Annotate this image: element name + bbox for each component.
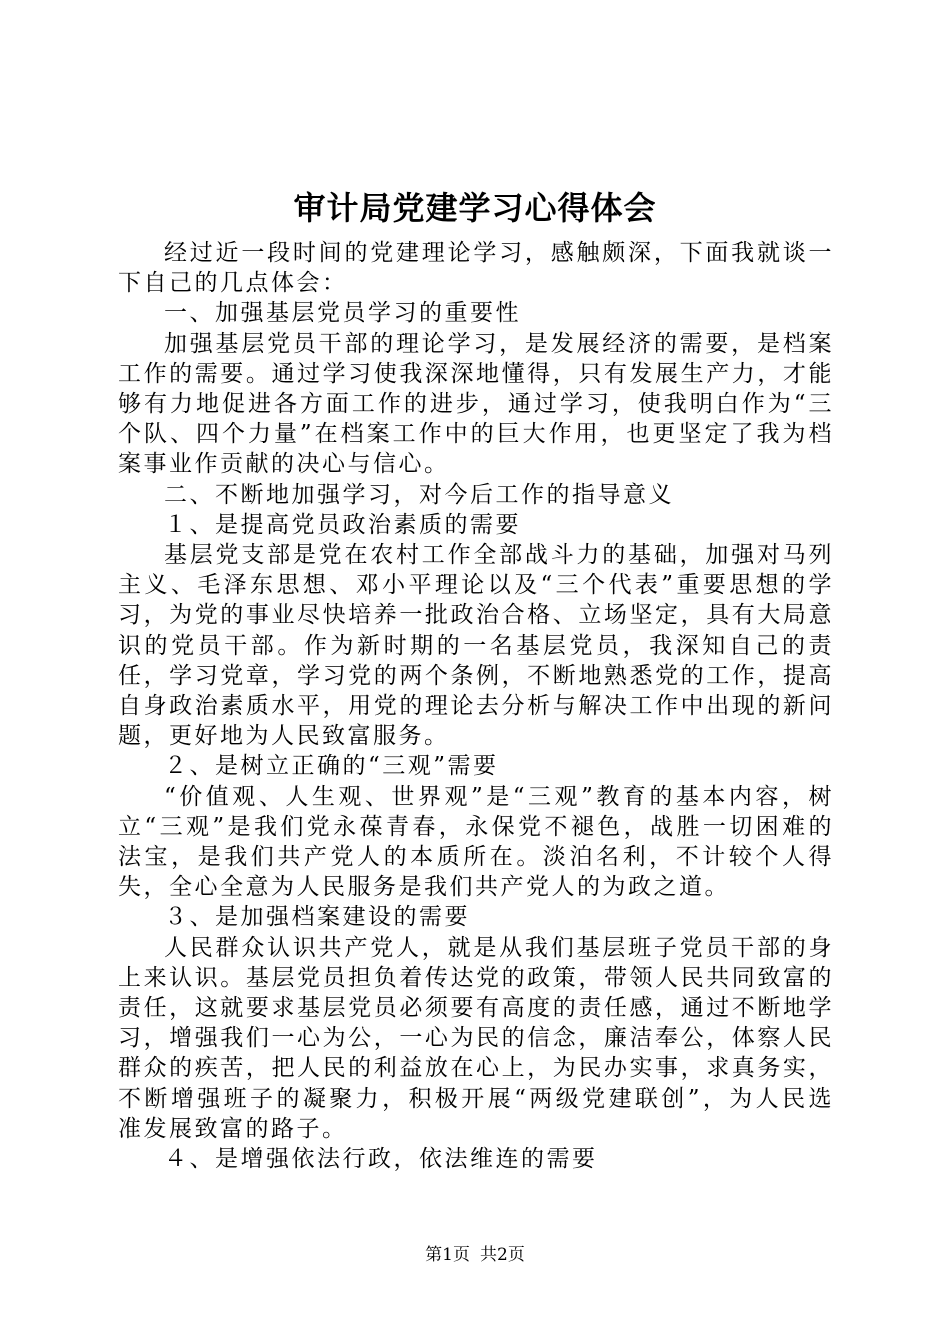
subheading-3: ３、是加强档案建设的需要 xyxy=(164,904,470,931)
paragraph-sub-3: 人民群众认识共产党人，就是从我们基层班子党员干部的身上来认识。基层党员担负着传达党的政策，带领人民共同致富的责任，这就要求基层党员必须要有高度的责任感，通过不断地学习，增强我们一心为公，一心为民的信念，廉洁奉公，体察人民群众的疾苦，把人民的利益放在心上，为民办实事，求真务实，不断增强班子的凝聚力，积极开展“两级党建联创”，为人民选准发展致富的路子。 xyxy=(118,934,834,1142)
document-title: 审计局党建学习心得体会 xyxy=(293,189,657,227)
heading-section-2: 二、不断地加强学习，对今后工作的指导意义 xyxy=(164,481,674,508)
page-number: 第1页 xyxy=(425,1245,470,1265)
paragraph-sub-2: “价值观、人生观、世界观”是“三观”教育的基本内容，树立“三观”是我们党永葆青春，永保党不褪色，战胜一切困难的法宝，是我们共产党人的本质所在。淡泊名利，不计较个人得失，全心全意为人民服务是我们共产党人的为政之道。 xyxy=(118,783,834,901)
paragraph-section-1: 加强基层党员干部的理论学习，是发展经济的需要，是档案工作的需要。通过学习使我深深地懂得，只有发展生产力，才能够有力地促进各方面工作的进步，通过学习，使我明白作为“三个队、四个力量”在档案工作中的巨大作用，也更坚定了我为档案事业作贡献的决心与信心。 xyxy=(118,330,834,478)
heading-section-1: 一、加强基层党员学习的重要性 xyxy=(164,300,521,327)
page-footer xyxy=(0,1243,950,1267)
document-body xyxy=(118,238,834,1174)
paragraph-sub-1: 基层党支部是党在农村工作全部战斗力的基础，加强对马列主义、毛泽东思想、邓小平理论以及“三个代表”重要思想的学习，为党的事业尽快培养一批政治合格、立场坚定，具有大局意识的党员干部。作为新时期的一名基层党员，我深知自己的责任，学习党章，学习党的两个条例，不断地熟悉党的工作，提高自身政治素质水平，用党的理论去分析与解决工作中出现的新问题，更好地为人民致富服务。 xyxy=(118,542,834,750)
subheading-1: １、是提高党员政治素质的需要 xyxy=(164,511,521,538)
subheading-4: ４、是增强依法行政，依法维连的需要 xyxy=(164,1146,598,1173)
paragraph-intro: 经过近一段时间的党建理论学习，感触颇深，下面我就谈一下自己的几点体会： xyxy=(118,240,834,297)
page-total: 共2页 xyxy=(480,1245,525,1265)
subheading-2: ２、是树立正确的“三观”需要 xyxy=(164,753,499,780)
